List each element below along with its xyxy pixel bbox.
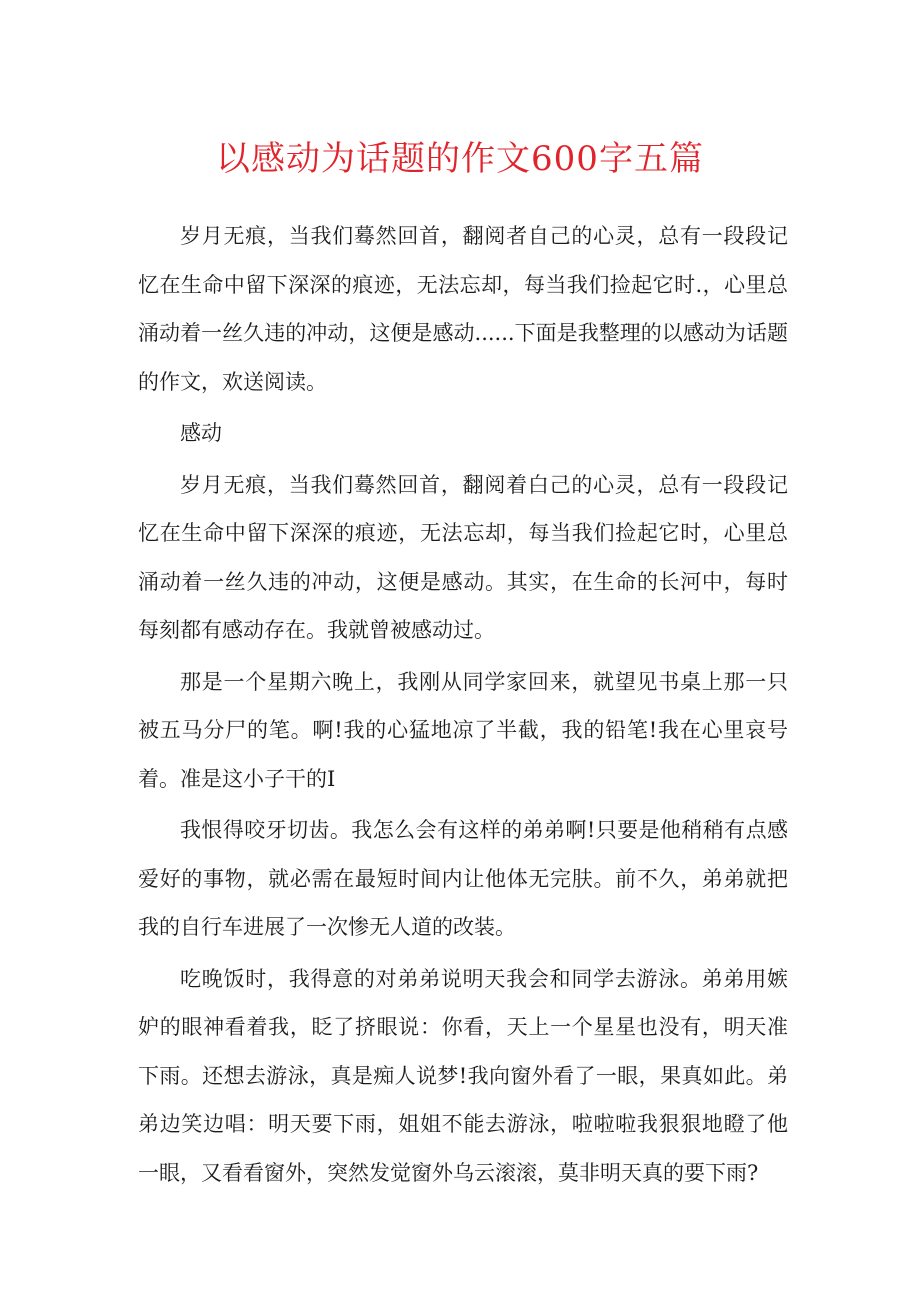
document-title: 以感动为话题的作文600字五篇 <box>216 139 704 179</box>
paragraph: 岁月无痕，当我们蓦然回首，翻阅着白己的心灵，总有一段段记忆在生命中留下深深的痕迹，无法忘却，每当我们捡起它时，心里总涌动着一丝久违的冲动，这便是感动。其实，在生命的长河中，每时每刻都有感动存在。我就曾被感动过。 <box>138 472 788 642</box>
paragraph: 吃晚饭时，我得意的对弟弟说明天我会和同学去游泳。弟弟用嫉妒的眼神看着我，眨了挤眼说：你看，天上一个星星也没有，明天准下雨。还想去游泳，真是痴人说梦!我向窗外看了一眼，果真如此。弟弟边笑边唱：明天要下雨，姐姐不能去游泳，啦啦啦我狠狠地瞪了他一眼，又看看窗外，突然发觉窗外乌云滚滚，莫非明天真的要下雨? <box>138 966 788 1185</box>
paragraph: 那是一个星期六晚上，我刚从同学家回来，就望见书桌上那一只被五马分尸的笔。啊!我的心猛地凉了半截，我的铅笔!我在心里哀号着。准是这小子干的I <box>138 669 788 791</box>
paragraph-intro: 岁月无痕，当我们蓦然回首，翻阅者自己的心灵，总有一段段记忆在生命中留下深深的痕迹，无法忘却，每当我们捡起它时.，心里总涌动着一丝久违的冲动，这便是感动......下面是我整理的以感动为话题的作文，欢送阅读。 <box>138 224 788 394</box>
paragraph: 我恨得咬牙切齿。我怎么会有这样的弟弟啊!只要是他稍稍有点感爱好的事物，就必需在最短时间内让他体无完肤。前不久，弟弟就把我的自行车进展了一次惨无人道的改装。 <box>138 818 788 939</box>
document-body <box>138 212 788 1197</box>
section-heading: 感动 <box>180 421 222 445</box>
